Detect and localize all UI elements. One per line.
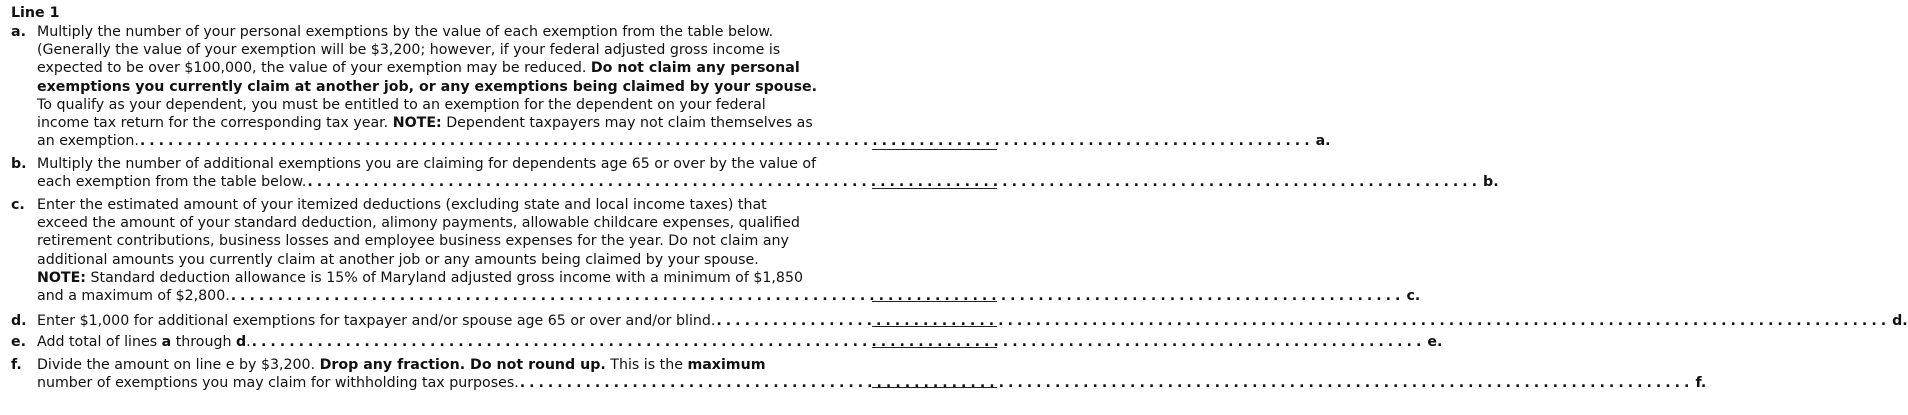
item-letter-a: a. <box>11 24 26 40</box>
line-marker-e: e. <box>1427 334 1443 350</box>
section-title: Line 1 <box>11 5 60 21</box>
answer-field-e[interactable] <box>872 347 997 348</box>
item-f-line-1: Divide the amount on line e by $3,200. Drop any fraction. Do not round up. This is the maximum <box>37 357 766 373</box>
answer-field-c[interactable] <box>872 301 997 302</box>
item-a-last-line: an exemption. ............................................................................................................................. a. <box>37 133 1331 150</box>
item-c-line-1: Enter the estimated amount of your itemized deductions (excluding state and local income taxes) that <box>37 197 767 213</box>
line-marker-d: d. <box>1892 313 1908 329</box>
item-a-line-3: expected to be over $100,000, the value of your exemption may be reduced. Do not claim any personal <box>37 60 800 77</box>
item-c-line-4: additional amounts you currently claim at another job or any amounts being claimed by your spouse. <box>37 251 759 268</box>
dot-leader: ............................................................................................................................. <box>519 375 1694 392</box>
item-b-last-line: each exemption from the table below. ............................................................................................................................. b. <box>37 174 1499 191</box>
item-letter-f: f. <box>11 357 22 373</box>
item-a-line-1: Multiply the number of your personal exemptions by the value of each exemption from the table below. <box>37 24 774 40</box>
line-marker-c: c. <box>1406 287 1421 304</box>
dot-leader: ............................................................................................................................. <box>139 133 1314 150</box>
item-a-line-5: To qualify as your dependent, you must be entitled to an exemption for the dependent on your federal <box>37 96 766 113</box>
item-d-last-line: Enter $1,000 for additional exemptions for taxpayer and/or spouse age 65 or over and/or blind. ............................................................................................................................. d. <box>37 313 1908 329</box>
item-a-line-4: exemptions you currently claim at another job, or any exemptions being claimed by your spouse. <box>37 78 818 95</box>
item-a-line-2: (Generally the value of your exemption will be $3,200; however, if your federal adjusted gross income is <box>37 42 781 59</box>
item-f-last-line: number of exemptions you may claim for withholding tax purposes. ............................................................................................................................. f. <box>37 375 1707 392</box>
line-marker-a: a. <box>1315 133 1331 150</box>
line-marker-f: f. <box>1695 375 1707 392</box>
item-letter-b: b. <box>11 156 27 172</box>
item-letter-c: c. <box>11 197 25 213</box>
item-letter-e: e. <box>11 334 27 350</box>
dot-leader: ............................................................................................................................. <box>716 313 1891 329</box>
item-b-line-1: Multiply the number of additional exemptions you are claiming for dependents age 65 or over by the value of <box>37 156 817 172</box>
line-marker-b: b. <box>1483 174 1499 191</box>
item-letter-d: d. <box>11 313 27 329</box>
dot-leader: ............................................................................................................................. <box>230 287 1405 304</box>
item-a-line-6: income tax return for the corresponding tax year. NOTE: Dependent taxpayers may not claim themselves as <box>37 114 813 131</box>
item-c-line-2: exceed the amount of your standard deduction, alimony payments, allowable childcare expenses, qualified <box>37 215 800 232</box>
dot-leader: ............................................................................................................................. <box>251 334 1426 350</box>
answer-field-b[interactable] <box>872 188 997 189</box>
item-c-last-line: and a maximum of $2,800. ............................................................................................................................. c. <box>37 287 1421 304</box>
answer-field-d[interactable] <box>872 326 997 327</box>
answer-field-a[interactable] <box>872 149 997 150</box>
item-c-line-5: NOTE: Standard deduction allowance is 15% of Maryland adjusted gross income with a minimum of $1,850 <box>37 269 804 286</box>
item-c-line-3: retirement contributions, business losses and employee business expenses for the year. Do not claim any <box>37 233 789 250</box>
answer-field-f[interactable] <box>872 387 997 388</box>
item-e-last-line: Add total of lines a through d. ............................................................................................................................. e. <box>37 334 1443 350</box>
dot-leader: ............................................................................................................................. <box>307 174 1482 191</box>
